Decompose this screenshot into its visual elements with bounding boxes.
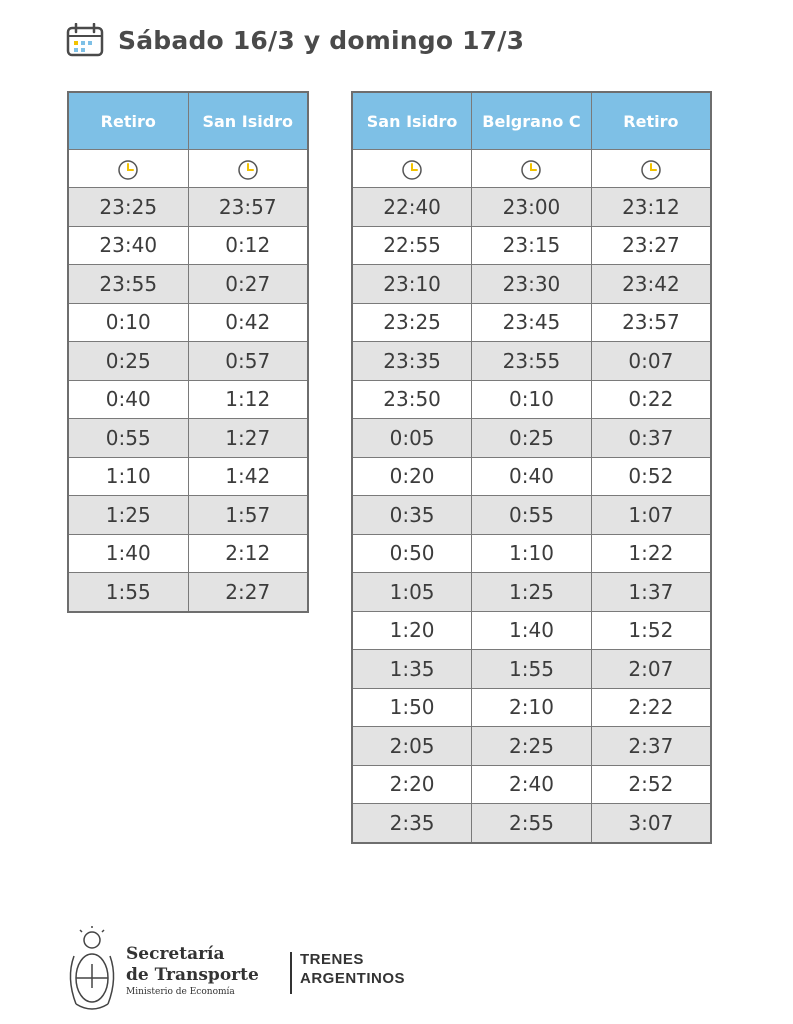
table-row <box>352 688 711 727</box>
clock-icon <box>640 159 662 181</box>
time-cell: 1:35 <box>352 650 472 689</box>
time-cell: 1:55 <box>68 573 188 612</box>
time-cell: 23:40 <box>68 226 188 265</box>
time-cell: 1:10 <box>68 457 188 496</box>
time-cell: 0:57 <box>188 342 308 381</box>
time-cell: 1:57 <box>188 496 308 535</box>
time-cell: 2:37 <box>591 727 711 766</box>
table-row <box>68 496 308 535</box>
schedule-table-left <box>67 91 309 613</box>
column-header: San Isidro <box>188 92 308 150</box>
time-cell: 23:00 <box>472 188 592 227</box>
time-cell: 0:42 <box>188 303 308 342</box>
column-header: Retiro <box>591 92 711 150</box>
time-cell: 1:40 <box>68 534 188 573</box>
time-cell: 1:40 <box>472 611 592 650</box>
time-cell: 0:05 <box>352 419 472 458</box>
time-cell: 0:20 <box>352 457 472 496</box>
clock-icon <box>237 159 259 181</box>
time-cell: 0:25 <box>68 342 188 381</box>
time-cell: 1:22 <box>591 534 711 573</box>
time-cell: 23:15 <box>472 226 592 265</box>
table-row <box>352 573 711 612</box>
time-cell: 2:27 <box>188 573 308 612</box>
time-cell: 0:55 <box>68 419 188 458</box>
clock-cell <box>352 150 472 188</box>
table-row <box>352 303 711 342</box>
time-cell: 1:25 <box>472 573 592 612</box>
table-row <box>352 611 711 650</box>
time-cell: 1:12 <box>188 380 308 419</box>
time-cell: 2:22 <box>591 688 711 727</box>
time-cell: 23:55 <box>472 342 592 381</box>
time-cell: 0:55 <box>472 496 592 535</box>
time-cell: 23:42 <box>591 265 711 304</box>
time-cell: 2:40 <box>472 765 592 804</box>
time-cell: 1:37 <box>591 573 711 612</box>
clock-icon <box>520 159 542 181</box>
ministerio-line: Ministerio de Economía <box>126 987 235 997</box>
time-cell: 0:35 <box>352 496 472 535</box>
secretaria-logo-text <box>126 944 259 999</box>
table-row <box>352 226 711 265</box>
time-cell: 23:35 <box>352 342 472 381</box>
table-row <box>352 342 711 381</box>
time-cell: 2:10 <box>472 688 592 727</box>
time-cell: 1:50 <box>352 688 472 727</box>
table-row <box>68 534 308 573</box>
time-cell: 1:52 <box>591 611 711 650</box>
header-row <box>68 92 308 150</box>
clock-cell <box>472 150 592 188</box>
argentinos-line: ARGENTINOS <box>300 970 406 987</box>
table-row <box>352 380 711 419</box>
trenes-line: TRENES <box>300 951 364 968</box>
time-cell: 23:30 <box>472 265 592 304</box>
time-cell: 0:40 <box>472 457 592 496</box>
page-title: Sábado 16/3 y domingo 17/3 <box>118 25 525 55</box>
footer <box>64 926 484 1016</box>
table-row <box>352 534 711 573</box>
time-cell: 1:07 <box>591 496 711 535</box>
table-row <box>352 804 711 843</box>
table-row <box>352 765 711 804</box>
clock-cell <box>591 150 711 188</box>
table-row <box>352 457 711 496</box>
time-cell: 2:05 <box>352 727 472 766</box>
clock-icon <box>117 159 139 181</box>
time-cell: 22:40 <box>352 188 472 227</box>
table-row <box>68 573 308 612</box>
time-cell: 2:55 <box>472 804 592 843</box>
time-cell: 23:27 <box>591 226 711 265</box>
calendar-icon <box>66 23 104 57</box>
time-cell: 23:10 <box>352 265 472 304</box>
column-header: Belgrano C <box>472 92 592 150</box>
time-cell: 0:22 <box>591 380 711 419</box>
column-header: Retiro <box>68 92 188 150</box>
time-cell: 0:37 <box>591 419 711 458</box>
time-cell: 23:25 <box>352 303 472 342</box>
table-row <box>68 342 308 381</box>
time-cell: 1:42 <box>188 457 308 496</box>
time-cell: 0:50 <box>352 534 472 573</box>
time-cell: 23:55 <box>68 265 188 304</box>
clock-row <box>68 150 308 188</box>
schedule-table-right <box>351 91 712 844</box>
time-cell: 23:57 <box>591 303 711 342</box>
secretaria-line: Secretaría <box>126 944 225 964</box>
time-cell: 1:20 <box>352 611 472 650</box>
time-cell: 1:27 <box>188 419 308 458</box>
time-cell: 0:52 <box>591 457 711 496</box>
secretaria-line: de Transporte <box>126 965 259 985</box>
table-row <box>68 265 308 304</box>
table-row <box>352 419 711 458</box>
time-cell: 1:05 <box>352 573 472 612</box>
time-cell: 0:25 <box>472 419 592 458</box>
time-cell: 2:12 <box>188 534 308 573</box>
time-cell: 23:45 <box>472 303 592 342</box>
time-cell: 23:57 <box>188 188 308 227</box>
table-row <box>352 650 711 689</box>
time-cell: 22:55 <box>352 226 472 265</box>
table-row <box>352 727 711 766</box>
table-row <box>352 188 711 227</box>
title-row <box>66 20 524 60</box>
trenes-argentinos-logo <box>300 950 405 988</box>
time-cell: 3:07 <box>591 804 711 843</box>
header-row <box>352 92 711 150</box>
time-cell: 1:25 <box>68 496 188 535</box>
logo-divider <box>290 952 292 994</box>
table-row <box>68 380 308 419</box>
time-cell: 1:55 <box>472 650 592 689</box>
time-cell: 0:10 <box>472 380 592 419</box>
clock-row <box>352 150 711 188</box>
time-cell: 23:50 <box>352 380 472 419</box>
table-row <box>68 226 308 265</box>
time-cell: 2:35 <box>352 804 472 843</box>
time-cell: 0:07 <box>591 342 711 381</box>
table-row <box>352 496 711 535</box>
time-cell: 23:12 <box>591 188 711 227</box>
table-row <box>68 419 308 458</box>
time-cell: 23:25 <box>68 188 188 227</box>
time-cell: 0:10 <box>68 303 188 342</box>
table-row <box>68 303 308 342</box>
time-cell: 2:52 <box>591 765 711 804</box>
column-header: San Isidro <box>352 92 472 150</box>
time-cell: 0:27 <box>188 265 308 304</box>
time-cell: 0:12 <box>188 226 308 265</box>
time-cell: 2:20 <box>352 765 472 804</box>
table-row <box>352 265 711 304</box>
table-row <box>68 188 308 227</box>
clock-icon <box>401 159 423 181</box>
clock-cell <box>68 150 188 188</box>
time-cell: 0:40 <box>68 380 188 419</box>
time-cell: 2:07 <box>591 650 711 689</box>
clock-cell <box>188 150 308 188</box>
time-cell: 2:25 <box>472 727 592 766</box>
table-row <box>68 457 308 496</box>
time-cell: 1:10 <box>472 534 592 573</box>
coat-of-arms-icon <box>64 926 120 1016</box>
